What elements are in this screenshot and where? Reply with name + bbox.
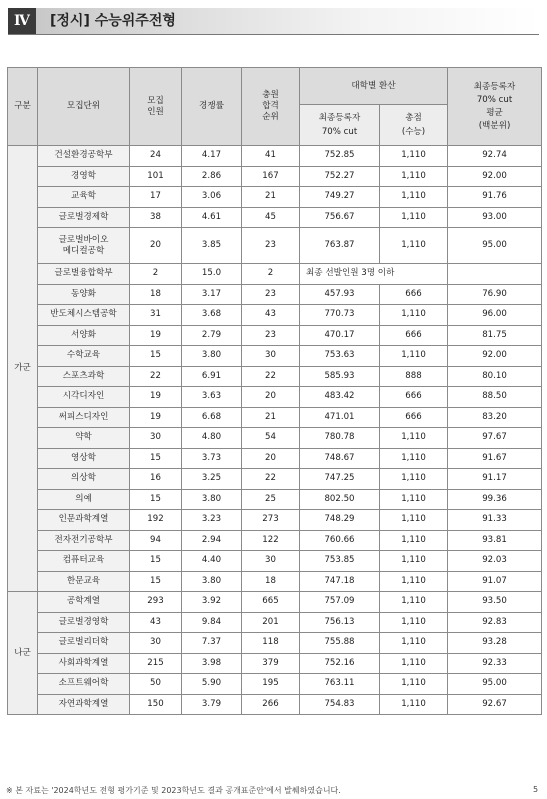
waitlist-cell: 273: [242, 510, 300, 531]
final70-cut-cell: 457.93: [300, 284, 380, 305]
quota-cell: 19: [130, 325, 182, 346]
competition-cell: 3.63: [182, 387, 242, 408]
pct70-cell: 97.67: [448, 428, 542, 449]
table-row: [8, 284, 542, 305]
total-score-cell: 1,110: [380, 207, 448, 228]
pct70-cell: 83.20: [448, 407, 542, 428]
table-row: [8, 448, 542, 469]
competition-cell: 2.94: [182, 530, 242, 551]
competition-cell: 9.84: [182, 612, 242, 633]
table-row: [8, 469, 542, 490]
table-row: [8, 207, 542, 228]
total-score-cell: 1,110: [380, 612, 448, 633]
final70-cut-cell: 760.66: [300, 530, 380, 551]
table-row: [8, 551, 542, 572]
competition-cell: 3.85: [182, 228, 242, 264]
pct70-cell: 92.74: [448, 146, 542, 167]
quota-cell: 38: [130, 207, 182, 228]
table-body: [8, 146, 542, 715]
competition-cell: 4.17: [182, 146, 242, 167]
table-row: [8, 366, 542, 387]
header-unit: 모집단위: [38, 68, 130, 146]
quota-cell: 15: [130, 571, 182, 592]
quota-cell: 101: [130, 166, 182, 187]
waitlist-cell: 21: [242, 407, 300, 428]
waitlist-cell: 43: [242, 305, 300, 326]
quota-cell: 30: [130, 428, 182, 449]
quota-cell: 16: [130, 469, 182, 490]
competition-cell: 4.80: [182, 428, 242, 449]
pct70-cell: 92.83: [448, 612, 542, 633]
unit-cell: 인문과학계열: [38, 510, 130, 531]
competition-cell: 2.86: [182, 166, 242, 187]
unit-cell: 글로벌융합학부: [38, 264, 130, 285]
quota-cell: 19: [130, 407, 182, 428]
total-score-cell: 1,110: [380, 633, 448, 654]
unit-cell: 교육학: [38, 187, 130, 208]
waitlist-cell: 25: [242, 489, 300, 510]
pct70-cell: 76.90: [448, 284, 542, 305]
table-row: [8, 428, 542, 449]
total-score-cell: 1,110: [380, 551, 448, 572]
unit-cell: 시각디자인: [38, 387, 130, 408]
table-row: [8, 305, 542, 326]
header-final70: [300, 105, 380, 146]
pct70-cell: 93.81: [448, 530, 542, 551]
pct70-cell: 80.10: [448, 366, 542, 387]
table-row: [8, 510, 542, 531]
final70-cut-cell: 780.78: [300, 428, 380, 449]
waitlist-cell: 23: [242, 284, 300, 305]
quota-cell: 24: [130, 146, 182, 167]
header-quota: [130, 68, 182, 146]
pct70-cell: 91.07: [448, 571, 542, 592]
total-score-cell: 666: [380, 387, 448, 408]
waitlist-cell: 23: [242, 325, 300, 346]
competition-cell: 15.0: [182, 264, 242, 285]
header-final70-text: 최종등록자 70% cut: [318, 113, 361, 137]
group-cell: 나군: [8, 592, 38, 715]
total-score-cell: 1,110: [380, 694, 448, 715]
pct70-cell: 91.17: [448, 469, 542, 490]
header-total-text: 총점 (수능): [401, 113, 426, 137]
waitlist-cell: 22: [242, 366, 300, 387]
table-row: [8, 325, 542, 346]
pct70-cell: 96.00: [448, 305, 542, 326]
unit-cell: 경영학: [38, 166, 130, 187]
final70-cut-cell: 753.63: [300, 346, 380, 367]
unit-cell: 약학: [38, 428, 130, 449]
quota-cell: 30: [130, 633, 182, 654]
table-row: [8, 571, 542, 592]
page-number: 5: [533, 785, 539, 794]
total-score-cell: 1,110: [380, 674, 448, 695]
table-row: [8, 387, 542, 408]
total-score-cell: 666: [380, 284, 448, 305]
total-score-cell: 888: [380, 366, 448, 387]
waitlist-cell: 45: [242, 207, 300, 228]
quota-cell: 22: [130, 366, 182, 387]
final70-cut-cell: 763.11: [300, 674, 380, 695]
total-score-cell: 1,110: [380, 146, 448, 167]
group-cell: 가군: [8, 146, 38, 592]
final70-cut-cell: 755.88: [300, 633, 380, 654]
pct70-cell: 92.00: [448, 166, 542, 187]
total-score-cell: 1,110: [380, 428, 448, 449]
competition-cell: 4.40: [182, 551, 242, 572]
final70-cut-cell: 471.01: [300, 407, 380, 428]
admission-results-table: [7, 67, 542, 715]
pct70-cell: 93.50: [448, 592, 542, 613]
quota-cell: 15: [130, 346, 182, 367]
waitlist-cell: 41: [242, 146, 300, 167]
table-row: [8, 653, 542, 674]
final70-cut-cell: 585.93: [300, 366, 380, 387]
final70-cut-cell: 747.18: [300, 571, 380, 592]
pct70-cell: 88.50: [448, 387, 542, 408]
header-waitlist-text: 충원 합격 순위: [262, 90, 279, 122]
table-row: [8, 264, 542, 285]
section-header: [8, 8, 539, 34]
table-row: [8, 166, 542, 187]
unit-cell: 소프트웨어학: [38, 674, 130, 695]
final70-cut-cell: 802.50: [300, 489, 380, 510]
final70-cut-cell: 748.29: [300, 510, 380, 531]
quota-cell: 50: [130, 674, 182, 695]
quota-cell: 293: [130, 592, 182, 613]
table-row: [8, 187, 542, 208]
competition-cell: 6.91: [182, 366, 242, 387]
waitlist-cell: 2: [242, 264, 300, 285]
unit-cell: 글로벌리더학: [38, 633, 130, 654]
pct70-cell: 95.00: [448, 228, 542, 264]
quota-cell: 150: [130, 694, 182, 715]
waitlist-cell: 118: [242, 633, 300, 654]
header-quota-text: 모집 인원: [147, 95, 164, 117]
quota-cell: 31: [130, 305, 182, 326]
pct70-cell: 93.00: [448, 207, 542, 228]
note-cell: 최종 선발인원 3명 이하: [300, 264, 448, 285]
total-score-cell: 1,110: [380, 469, 448, 490]
unit-cell: 한문교육: [38, 571, 130, 592]
quota-cell: 43: [130, 612, 182, 633]
competition-cell: 7.37: [182, 633, 242, 654]
waitlist-cell: 195: [242, 674, 300, 695]
pct70-cell: 93.28: [448, 633, 542, 654]
pct70-cell: 99.36: [448, 489, 542, 510]
quota-cell: 20: [130, 228, 182, 264]
final70-cut-cell: 747.25: [300, 469, 380, 490]
pct70-cell: 91.33: [448, 510, 542, 531]
final70-cut-cell: 756.13: [300, 612, 380, 633]
waitlist-cell: 20: [242, 387, 300, 408]
waitlist-cell: 665: [242, 592, 300, 613]
unit-cell: 의예: [38, 489, 130, 510]
pct70-cell: 92.03: [448, 551, 542, 572]
pct70-cell: 92.67: [448, 694, 542, 715]
total-score-cell: 1,110: [380, 166, 448, 187]
competition-cell: 6.68: [182, 407, 242, 428]
total-score-cell: 1,110: [380, 653, 448, 674]
total-score-cell: 666: [380, 407, 448, 428]
competition-cell: 5.90: [182, 674, 242, 695]
waitlist-cell: 18: [242, 571, 300, 592]
table-row: [8, 612, 542, 633]
table-row: [8, 146, 542, 167]
section-number: Ⅳ: [8, 8, 36, 34]
waitlist-cell: 30: [242, 346, 300, 367]
unit-cell: 사회과학계열: [38, 653, 130, 674]
header-pct70: [448, 68, 542, 146]
table-row: [8, 228, 542, 264]
final70-cut-cell: 749.27: [300, 187, 380, 208]
waitlist-cell: 379: [242, 653, 300, 674]
final70-cut-cell: 763.87: [300, 228, 380, 264]
table-row: [8, 346, 542, 367]
final70-cut-cell: 756.67: [300, 207, 380, 228]
table-row: [8, 592, 542, 613]
waitlist-cell: 21: [242, 187, 300, 208]
competition-cell: 3.80: [182, 571, 242, 592]
pct70-cell: 95.00: [448, 674, 542, 695]
pct70-cell: 91.76: [448, 187, 542, 208]
unit-cell: 전자전기공학부: [38, 530, 130, 551]
waitlist-cell: 266: [242, 694, 300, 715]
total-score-cell: 666: [380, 325, 448, 346]
footnote: ※ 본 자료는 '2024학년도 전형 평가기준 및 2023학년도 결과 공개표준안'에서 발췌하였습니다.: [6, 786, 341, 795]
competition-cell: 2.79: [182, 325, 242, 346]
total-score-cell: 1,110: [380, 187, 448, 208]
section-title: [정시] 수능위주전형: [50, 13, 176, 29]
waitlist-cell: 201: [242, 612, 300, 633]
total-score-cell: 1,110: [380, 510, 448, 531]
total-score-cell: 1,110: [380, 571, 448, 592]
final70-cut-cell: 754.83: [300, 694, 380, 715]
quota-cell: 15: [130, 489, 182, 510]
final70-cut-cell: 752.16: [300, 653, 380, 674]
competition-cell: 3.79: [182, 694, 242, 715]
section-divider: [8, 34, 539, 35]
competition-cell: 3.17: [182, 284, 242, 305]
header-waitlist: [242, 68, 300, 146]
waitlist-cell: 122: [242, 530, 300, 551]
quota-cell: 17: [130, 187, 182, 208]
unit-cell: 반도체시스템공학: [38, 305, 130, 326]
pct70-cell: 92.00: [448, 346, 542, 367]
competition-cell: 3.25: [182, 469, 242, 490]
competition-cell: 3.68: [182, 305, 242, 326]
quota-cell: 15: [130, 551, 182, 572]
quota-cell: 2: [130, 264, 182, 285]
final70-cut-cell: 753.85: [300, 551, 380, 572]
final70-cut-cell: 483.42: [300, 387, 380, 408]
competition-cell: 4.61: [182, 207, 242, 228]
unit-cell: 의상학: [38, 469, 130, 490]
quota-cell: 192: [130, 510, 182, 531]
pct70-cell: 91.67: [448, 448, 542, 469]
waitlist-cell: 22: [242, 469, 300, 490]
quota-cell: 18: [130, 284, 182, 305]
table-row: [8, 489, 542, 510]
table-row: [8, 674, 542, 695]
quota-cell: 94: [130, 530, 182, 551]
final70-cut-cell: 770.73: [300, 305, 380, 326]
total-score-cell: 1,110: [380, 592, 448, 613]
unit-cell: 글로벌경영학: [38, 612, 130, 633]
final70-cut-cell: 748.67: [300, 448, 380, 469]
final70-cut-cell: 470.17: [300, 325, 380, 346]
waitlist-cell: 167: [242, 166, 300, 187]
competition-cell: 3.92: [182, 592, 242, 613]
quota-cell: 215: [130, 653, 182, 674]
unit-cell: 수학교육: [38, 346, 130, 367]
table-row: [8, 633, 542, 654]
unit-cell: 공학계열: [38, 592, 130, 613]
unit-cell: 서양화: [38, 325, 130, 346]
pct70-cell: 81.75: [448, 325, 542, 346]
pct70-cell: [448, 264, 542, 285]
pct70-cell: 92.33: [448, 653, 542, 674]
unit-cell: 영상학: [38, 448, 130, 469]
final70-cut-cell: 752.27: [300, 166, 380, 187]
competition-cell: 3.06: [182, 187, 242, 208]
waitlist-cell: 20: [242, 448, 300, 469]
competition-cell: 3.98: [182, 653, 242, 674]
header-total: [380, 105, 448, 146]
waitlist-cell: 23: [242, 228, 300, 264]
unit-cell: 컴퓨터교육: [38, 551, 130, 572]
unit-cell: 동양화: [38, 284, 130, 305]
competition-cell: 3.80: [182, 489, 242, 510]
waitlist-cell: 54: [242, 428, 300, 449]
table-row: [8, 694, 542, 715]
quota-cell: 19: [130, 387, 182, 408]
competition-cell: 3.23: [182, 510, 242, 531]
total-score-cell: 1,110: [380, 530, 448, 551]
competition-cell: 3.73: [182, 448, 242, 469]
waitlist-cell: 30: [242, 551, 300, 572]
final70-cut-cell: 752.85: [300, 146, 380, 167]
table-row: [8, 530, 542, 551]
header-group: 구분: [8, 68, 38, 146]
final70-cut-cell: 757.09: [300, 592, 380, 613]
quota-cell: 15: [130, 448, 182, 469]
total-score-cell: 1,110: [380, 489, 448, 510]
unit-cell: 스포츠과학: [38, 366, 130, 387]
unit-cell: 건설환경공학부: [38, 146, 130, 167]
header-competition: 경쟁률: [182, 68, 242, 146]
total-score-cell: 1,110: [380, 346, 448, 367]
header-pct70-text: 최종등록자 70% cut 평균 (백분위): [473, 81, 516, 131]
unit-cell: 써피스디자인: [38, 407, 130, 428]
unit-cell: 글로벌바이오 메디컬공학: [38, 228, 130, 264]
header-univ-conversion: 대학별 환산: [300, 68, 448, 105]
table-row: [8, 407, 542, 428]
total-score-cell: 1,110: [380, 305, 448, 326]
competition-cell: 3.80: [182, 346, 242, 367]
unit-cell: 글로벌경제학: [38, 207, 130, 228]
total-score-cell: 1,110: [380, 448, 448, 469]
unit-cell: 자연과학계열: [38, 694, 130, 715]
total-score-cell: 1,110: [380, 228, 448, 264]
